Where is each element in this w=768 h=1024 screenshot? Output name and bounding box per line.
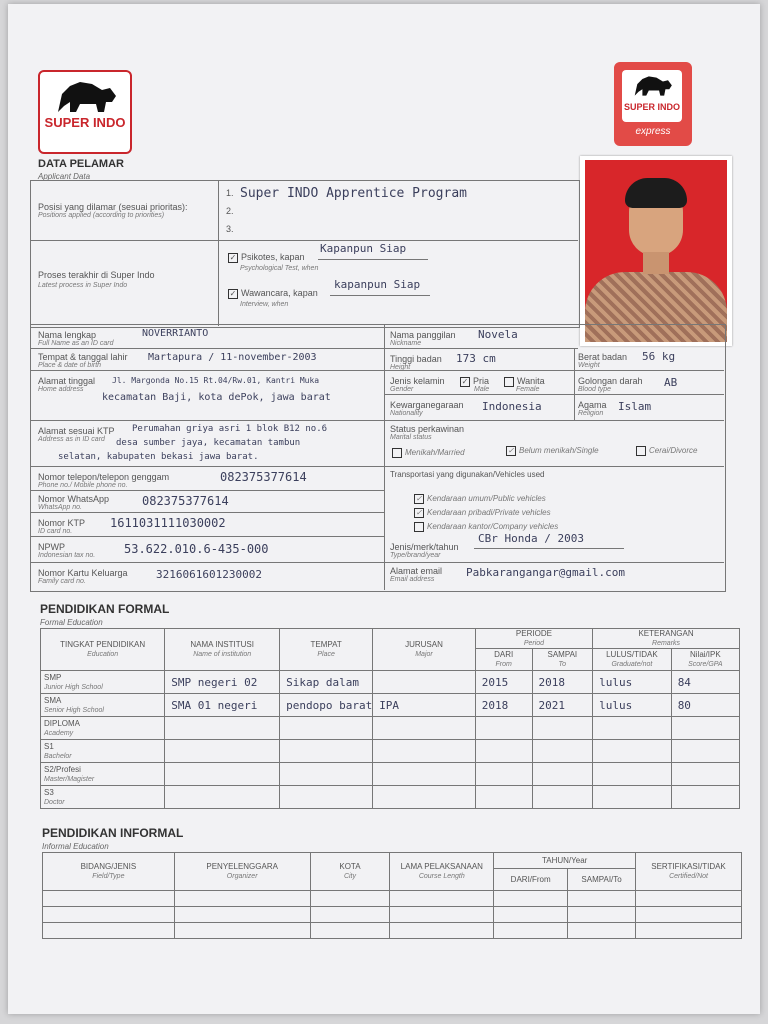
education-to-cell[interactable] bbox=[532, 717, 593, 740]
family-card-value[interactable]: 3216061601230002 bbox=[156, 568, 262, 581]
marital-married-checkbox[interactable]: Menikah/Married bbox=[392, 448, 465, 458]
education-to-cell[interactable] bbox=[532, 763, 593, 786]
religion-value[interactable]: Islam bbox=[618, 400, 652, 413]
education-level-label: S3 Doctor bbox=[41, 786, 165, 809]
marital-divorce-checkbox[interactable]: Cerai/Divorce bbox=[636, 446, 697, 456]
education-inst-cell[interactable] bbox=[165, 717, 280, 740]
transport-public-checkbox[interactable]: ✓ Kendaraan umum/Public vehicles bbox=[415, 494, 546, 504]
transport-private-checkbox[interactable]: ✓ Kendaraan pribadi/Private vehicles bbox=[415, 508, 551, 518]
education-from-cell[interactable] bbox=[475, 786, 532, 809]
psikotes-checkbox[interactable]: ✓ Psikotes, kapan bbox=[229, 252, 305, 262]
education-score-cell[interactable] bbox=[671, 740, 739, 763]
education-major-cell[interactable] bbox=[373, 786, 476, 809]
education-to-cell[interactable] bbox=[532, 740, 593, 763]
blood-type-value[interactable]: AB bbox=[664, 376, 678, 389]
education-major-cell[interactable]: IPA bbox=[373, 694, 476, 717]
formal-education-row[interactable] bbox=[41, 717, 740, 740]
education-grad-cell[interactable] bbox=[593, 740, 672, 763]
informal-row[interactable] bbox=[43, 907, 742, 923]
education-place-cell[interactable] bbox=[280, 763, 373, 786]
formal-education-row[interactable] bbox=[41, 786, 740, 809]
education-inst-cell[interactable]: SMA 01 negeri bbox=[165, 694, 280, 717]
position-value-1[interactable]: Super INDO Apprentice Program bbox=[240, 186, 467, 201]
education-score-cell[interactable] bbox=[671, 786, 739, 809]
ktp-address-value-1[interactable]: Perumahan griya asri 1 blok B12 no.6 bbox=[132, 424, 328, 434]
formal-education-row[interactable] bbox=[41, 671, 740, 694]
ktp-address-value-3[interactable]: selatan, kabupaten bekasi jawa barat. bbox=[58, 452, 259, 462]
formal-education-row[interactable] bbox=[41, 763, 740, 786]
education-place-cell[interactable]: pendopo barat bbox=[280, 694, 373, 717]
education-to-cell[interactable] bbox=[532, 786, 593, 809]
education-score-cell[interactable]: 84 bbox=[671, 671, 739, 694]
education-grad-cell[interactable] bbox=[593, 763, 672, 786]
education-from-cell[interactable] bbox=[475, 740, 532, 763]
psikotes-value[interactable]: Kapanpun Siap bbox=[320, 242, 407, 255]
lion-icon-small bbox=[622, 70, 682, 102]
education-major-cell[interactable] bbox=[373, 740, 476, 763]
transport-office-checkbox[interactable]: Kendaraan kantor/Company vehicles bbox=[414, 522, 558, 532]
formal-education-title: PENDIDIKAN FORMAL bbox=[40, 602, 170, 616]
education-to-cell[interactable]: 2021 bbox=[532, 694, 593, 717]
education-inst-cell[interactable] bbox=[165, 763, 280, 786]
education-score-cell[interactable] bbox=[671, 717, 739, 740]
education-place-cell[interactable] bbox=[280, 786, 373, 809]
birth-value[interactable]: Martapura / 11-november-2003 bbox=[148, 352, 317, 363]
formal-education-row[interactable] bbox=[41, 694, 740, 717]
nickname-value[interactable]: Novela bbox=[478, 328, 518, 341]
whatsapp-value[interactable]: 082375377614 bbox=[142, 494, 229, 508]
education-from-cell[interactable] bbox=[475, 763, 532, 786]
education-level-label: SMP Junior High School bbox=[41, 671, 165, 694]
education-place-cell[interactable] bbox=[280, 740, 373, 763]
home-address-value-2[interactable]: kecamatan Baji, kota dePok, jawa barat bbox=[102, 392, 331, 403]
informal-education-title: PENDIDIKAN INFORMAL bbox=[42, 826, 184, 840]
formal-education-table: TINGKAT PENDIDIKAN Education NAMA INSTITUSI Name of institution TEMPAT Place JURUSAN Major PERIODE Period KETERANGAN Remarks DARI From SAMPAI To LULUS/TIDAK Graduate/not Nilai/IPK Score/GPA SMP Junior High School SMP negeri 02 Sikap dalam 2015 2018 lulus 84 SMA Senior High School SMA 01 negeri pendopo barat IPA 2018 2021 lulus 80 DIPLOMA Academy S1 Bachelor S2/Profesi Master/Magister S3 Doctor bbox=[40, 628, 740, 809]
informal-row[interactable] bbox=[43, 891, 742, 907]
education-inst-cell[interactable] bbox=[165, 786, 280, 809]
position-label-sub: Positions applied (according to priorities) bbox=[38, 212, 165, 219]
education-major-cell[interactable] bbox=[373, 763, 476, 786]
phone-value[interactable]: 082375377614 bbox=[220, 470, 307, 484]
education-level-label: S1 Bachelor bbox=[41, 740, 165, 763]
npwp-value[interactable]: 53.622.010.6-435-000 bbox=[124, 542, 269, 556]
weight-value[interactable]: 56 kg bbox=[642, 350, 676, 363]
education-from-cell[interactable]: 2018 bbox=[475, 694, 532, 717]
education-place-cell[interactable] bbox=[280, 717, 373, 740]
marital-single-checkbox[interactable]: ✓ Belum menikah/Single bbox=[507, 446, 599, 456]
height-value[interactable]: 173 cm bbox=[456, 352, 496, 365]
education-place-cell[interactable]: Sikap dalam bbox=[280, 671, 373, 694]
process-label: Proses terakhir di Super Indo bbox=[38, 270, 155, 280]
email-value[interactable]: Pabkarangangar@gmail.com bbox=[466, 566, 625, 579]
applicant-photo bbox=[580, 156, 732, 346]
ktp-address-value-2[interactable]: desa sumber jaya, kecamatan tambun bbox=[116, 438, 301, 448]
gender-male-checkbox[interactable]: ✓ Pria bbox=[461, 376, 490, 386]
home-address-value-1[interactable]: Jl. Margonda No.15 Rt.04/Rw.01, Kantri Muka bbox=[112, 376, 320, 385]
informal-row[interactable] bbox=[43, 923, 742, 939]
applicant-data-subtitle: Applicant Data bbox=[38, 172, 91, 181]
informal-education-table: BIDANG/JENIS Field/Type PENYELENGGARA Organizer KOTA City LAMA PELAKSANAAN Course Length TAHUN/Year SERTIFIKASI/TIDAK Certified/Not DARI/From SAMPAI/To bbox=[42, 852, 742, 939]
education-major-cell[interactable] bbox=[373, 717, 476, 740]
wawancara-checkbox[interactable]: ✓ Wawancara, kapan bbox=[229, 288, 318, 298]
education-grad-cell[interactable]: lulus bbox=[593, 671, 672, 694]
education-major-cell[interactable] bbox=[373, 671, 476, 694]
education-level-label: SMA Senior High School bbox=[41, 694, 165, 717]
education-level-label: DIPLOMA Academy bbox=[41, 717, 165, 740]
ktp-value[interactable]: 1611031111030002 bbox=[110, 516, 226, 530]
education-inst-cell[interactable]: SMP negeri 02 bbox=[165, 671, 280, 694]
education-grad-cell[interactable]: lulus bbox=[593, 694, 672, 717]
nationality-value[interactable]: Indonesia bbox=[482, 400, 542, 413]
education-score-cell[interactable] bbox=[671, 763, 739, 786]
formal-education-row[interactable] bbox=[41, 740, 740, 763]
education-to-cell[interactable]: 2018 bbox=[532, 671, 593, 694]
full-name-value[interactable]: NOVERRIANTO bbox=[142, 328, 209, 339]
application-form-paper: SUPER INDO SUPER INDO express DATA PELAMAR Applicant Data Posisi yang dilamar (sesuai prioritas): Positions applied (according to priorities) 1. 2. 3. Super INDO Apprentice Program Proses terakhir di Super Indo Latest process in Super Indo ✓ Psikotes, kapan Psychological Test, when Kapanpun Siap ✓ Wawancara, kapan Interview, when kapanpun Siap Nama lengkap Full Name as an ID card NOVERRIANTO Tempat & tanggal lahir Place & date of birth Martapura / 11-november-2003 Alamat tinggal Home address Jl. Margonda No.15 Rt.04/Rw.01, Kantri Muka kecamatan Baji, kota dePok, jawa barat Alamat sesuai KTP Address as in ID card Perumahan griya asri 1 blok B12 no.6 desa sumber jaya, kecamatan tambun selatan, kabupaten bekasi jawa barat. Nomor telepon/telepon genggam Phone no./ Mobile phone no. 082375377614 Nomor WhatsApp WhatsApp no. 082375377614 Nomor KTP ID card no. 1611031111030002 NPWP Indonesian tax no. 53.622.010.6-435-000 Nomor Kartu Keluarga Family card no. 3216061601230002 Nama panggilan Nickname Novela Tinggi badan Height 173 cm Berat badan Weight 56 kg Jenis kelamin Gender ✓ Pria Male Wanita Female Golongan darah Blood type AB Kewarganegaraan Nationality Indonesia Agama Religion Islam Status perkawinan Marital status Menikah/Married ✓ Belum menikah/Single Cerai/Divorce Transportasi yang digunakan/Vehicles used ✓ Kendaraan umum/Public vehicles ✓ Kendaraan pribadi/Private vehicles Kendaraan kantor/Company vehicles Jenis/merk/tahun Type/brand/year CBr Honda / 2003 Alamat email Email address Pabkarangangar@gmail.com PENDIDIKAN FORMAL Formal Education TINGKAT PENDIDIKAN Education NAMA INSTITUSI Name of institution TEMPAT Place JURUSAN Major PERIODE Period KETERANGAN Remarks DARI From SAMPAI To LULUS/TIDAK Graduate/not Nilai/IPK Score/GPA SMP Junior High School SMP negeri 02 Sikap dalam 2015 2018 lulus 84 SMA Senior High School SMA 01 negeri pendopo barat IPA 2018 2021 lulus 80 DIPLOMA Academy S1 Bachelor S2/Profesi Master/Magister S3 Doctor PENDIDIKAN INFORMAL Informal Education BIDANG/JENIS Field/Type PENYELENGGARA Organizer KOTA City LAMA PELAKSANAAN Course Length TAHUN/Year SERTIFIKASI/TIDAK Certified/Not DARI/From SAMPAI/To bbox=[8, 4, 760, 1014]
education-grad-cell[interactable] bbox=[593, 717, 672, 740]
education-from-cell[interactable]: 2015 bbox=[475, 671, 532, 694]
wawancara-value[interactable]: kapanpun Siap bbox=[334, 278, 421, 291]
education-score-cell[interactable]: 80 bbox=[671, 694, 739, 717]
super-indo-express-logo: SUPER INDO express bbox=[614, 62, 692, 146]
applicant-data-title: DATA PELAMAR bbox=[38, 158, 124, 170]
gender-female-checkbox[interactable]: Wanita bbox=[504, 376, 545, 387]
process-label-sub: Latest process in Super Indo bbox=[38, 282, 128, 289]
education-level-label: S2/Profesi Master/Magister bbox=[41, 763, 165, 786]
education-grad-cell[interactable] bbox=[593, 786, 672, 809]
position-label: Posisi yang dilamar (sesuai prioritas): bbox=[38, 202, 188, 212]
education-from-cell[interactable] bbox=[475, 717, 532, 740]
vehicle-value[interactable]: CBr Honda / 2003 bbox=[478, 532, 584, 545]
education-inst-cell[interactable] bbox=[165, 740, 280, 763]
super-indo-logo: SUPER INDO bbox=[38, 70, 132, 154]
